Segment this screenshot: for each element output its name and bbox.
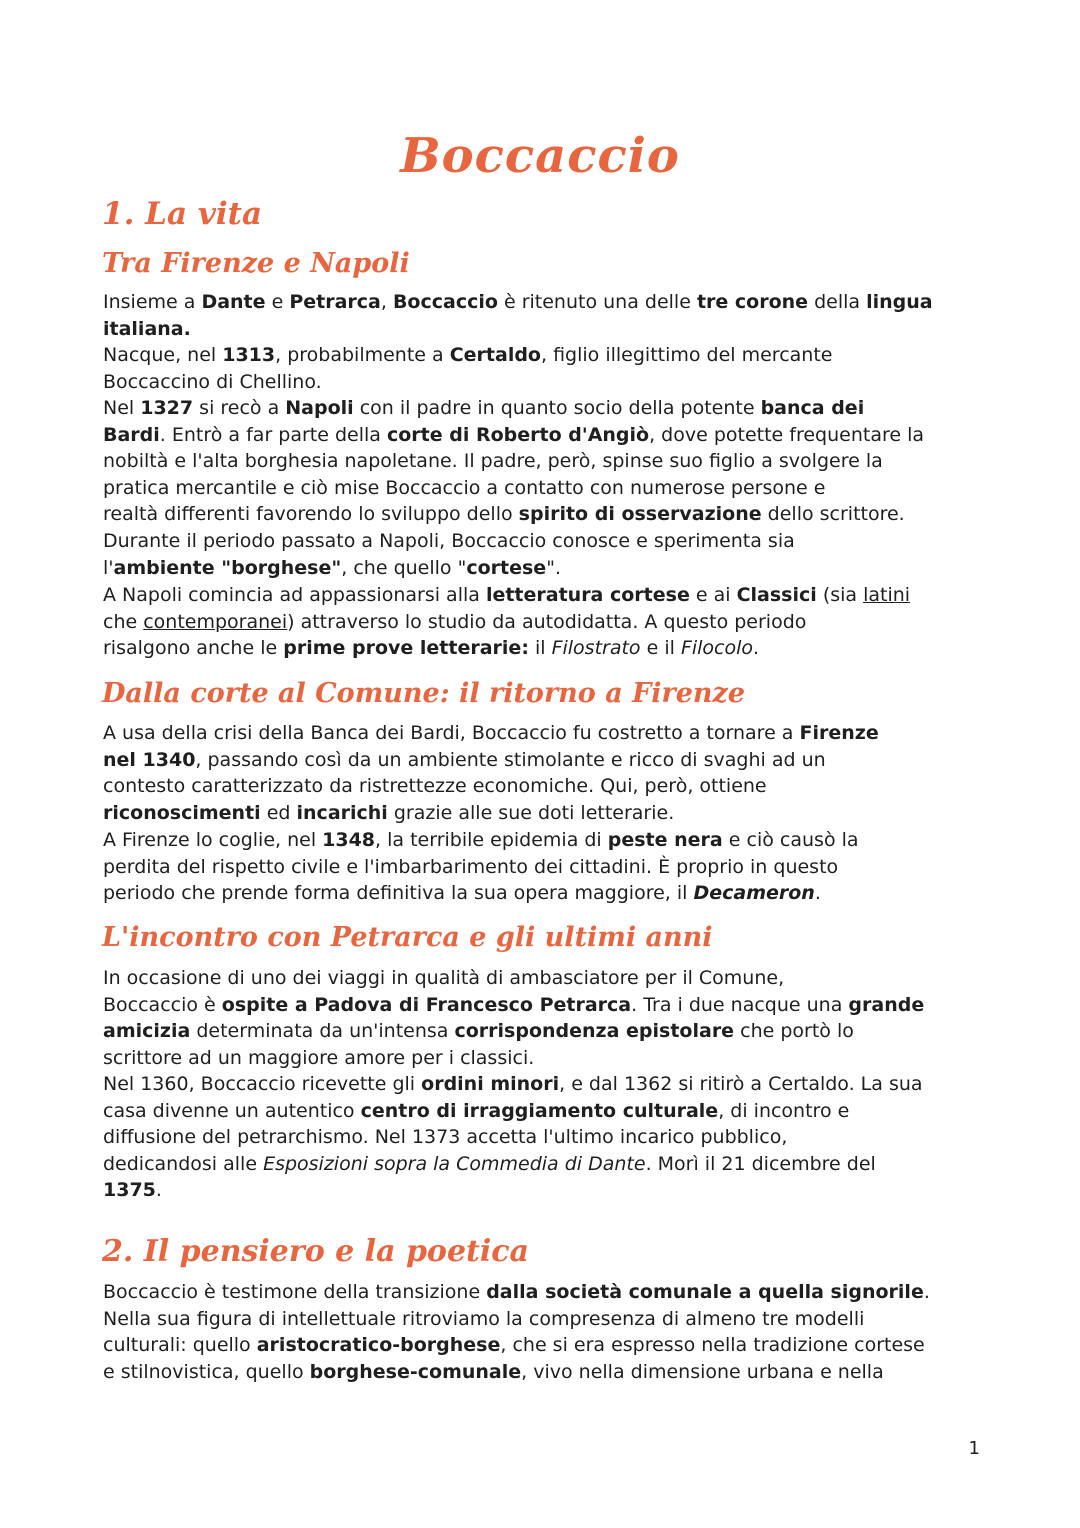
page-number: 1 [968,1438,980,1459]
paragraph-tre-corone: Insieme a Dante e Petrarca, Boccaccio è ritenuto una delle tre corone della lingua italiana. [103,291,933,340]
paragraph-letteratura: A Napoli comincia ad appassionarsi alla letteratura cortese e ai Classici (sia latini che contemporanei) attraverso lo studio da autodidatta. A questo periodo risalgono anche le prime prove letterarie: il Filostrato e il Filocolo. [103,584,911,660]
paragraph-ambiente: Durante il periodo passato a Napoli, Boccaccio conosce e sperimenta sia l'ambiente "borghese", che quello "cortese". [103,530,795,579]
section-heading-pensiero-poetica: 2. Il pensiero e la poetica [102,1234,529,1269]
paragraph-peste: A Firenze lo coglie, nel 1348, la terribile epidemia di peste nera e ciò causò la perdita del rispetto civile e l'imbarbarimento dei cittadini. È proprio in questo periodo che prende forma definitiva la sua opera maggiore, il Decameron. [103,829,859,905]
subheading-corte-comune: Dalla corte al Comune: il ritorno a Firenze [102,678,746,709]
section-heading-la-vita: 1. La vita [102,196,263,232]
paragraph-nascita: Nacque, nel 1313, probabilmente a Certaldo, figlio illegittimo del mercante Boccaccino di Chellino. [103,344,833,393]
paragraph-petrarca: In occasione di uno dei viaggi in qualità di ambasciatore per il Comune, Boccaccio è ospite a Padova di Francesco Petrarca. Tra i due nacque una grande amicizia determinata da un'intensa corrispondenza epistolare che portò lo scrittore ad un maggiore amore per i classici. [103,967,925,1069]
subheading-incontro-petrarca: L'incontro con Petrarca e gli ultimi anni [102,922,713,953]
paragraph-napoli: Nel 1327 si recò a Napoli con il padre in quanto socio della potente banca dei Bardi. Entrò a far parte della corte di Roberto d'Angiò, dove potette frequentare la nobiltà e l'alta borghesia napoletane. Il padre, però, spinse suo figlio a svolgere la pratica mercantile e ciò mise Boccaccio a contatto con numerose persone e realtà differenti favorendo lo sviluppo dello spirito di osservazione dello scrittore. [103,397,925,526]
paragraph-ultimi-anni: Nel 1360, Boccaccio ricevette gli ordini minori, e dal 1362 si ritirò a Certaldo. La sua casa divenne un autentico centro di irraggiamento culturale, di incontro e diffusione del petrarchismo. Nel 1373 accetta l'ultimo incarico pubblico, dedicandosi alle Esposizioni sopra la Commedia di Dante. Morì il 21 dicembre del 1375. [103,1073,923,1202]
paragraph-transizione: Boccaccio è testimone della transizione dalla società comunale a quella signorile. Nella sua figura di intellettuale ritroviamo la compresenza di almeno tre modelli culturali: quello aristocratico-borghese, che si era espresso nella tradizione cortese e stilnovistica, quello borghese-comunale, vivo nella dimensione urbana e nella [103,1281,930,1383]
document-title: Boccaccio [400,128,680,184]
paragraph-ritorno-firenze: A usa della crisi della Banca dei Bardi, Boccaccio fu costretto a tornare a Firenze nel 1340, passando così da un ambiente stimolante e ricco di svaghi ad un contesto caratterizzato da ristrettezze economiche. Qui, però, ottiene riconoscimenti ed incarichi grazie alle sue doti letterarie. [103,722,879,824]
subheading-firenze-napoli: Tra Firenze e Napoli [102,248,410,279]
